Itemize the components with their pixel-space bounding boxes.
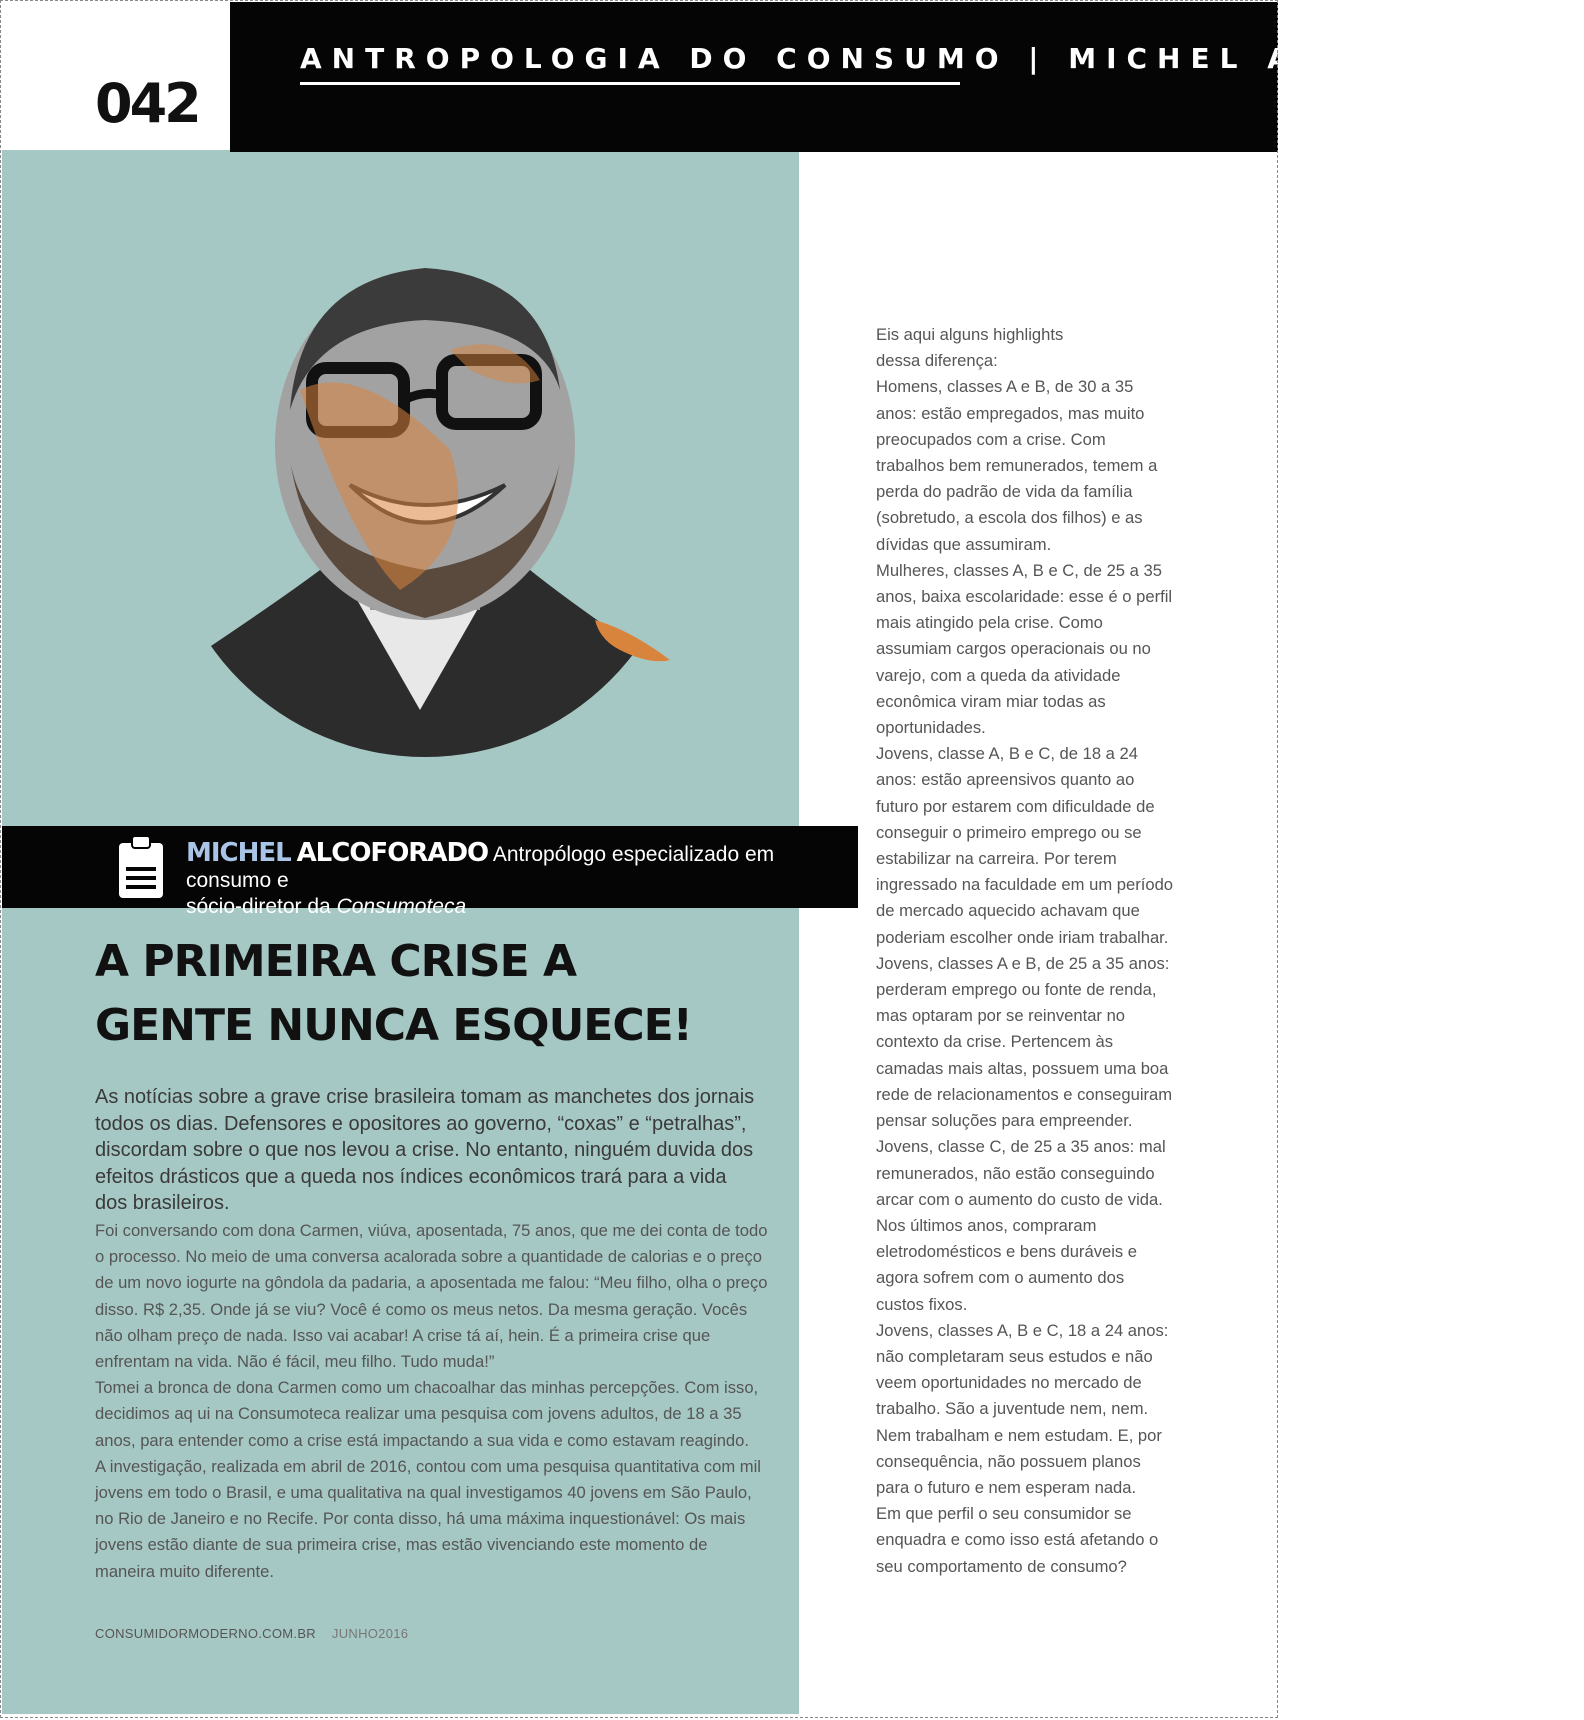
header-bar	[230, 2, 1584, 152]
article-body	[95, 1218, 771, 1585]
author-employer: Consumoteca	[336, 895, 467, 918]
sidebar-closing: Em que perfil o seu consumidor se enquadra e como isso está afetando o seu comportamento de consumo?	[876, 1504, 1159, 1576]
sidebar-intro-line2: dessa diferença:	[876, 351, 998, 371]
footer-date: JUNHO2016	[331, 1626, 409, 1641]
sidebar-item: Jovens, classe A, B e C, de 18 a 24 anos: estão apreensivos quanto ao futuro por estarem com dificuldade de conseguir o primeiro emprego ou se estabilizar na carreira. Por terem ingressado na faculdade em um período de mercado aquecido achavam que poderiam escolher onde iriam trabalhar.	[876, 744, 1174, 947]
page-footer	[95, 1626, 408, 1641]
author-band	[2, 826, 858, 918]
author-byline	[186, 840, 826, 920]
section-title: ANTROPOLOGIA DO CONSUMO | MICHEL ALCOFORADO	[300, 42, 1584, 75]
article-headline: A PRIMEIRA CRISE A GENTE NUNCA ESQUECE!	[95, 936, 692, 1051]
sidebar-intro-line1: Eis aqui alguns highlights	[876, 325, 1064, 344]
sidebar-intro	[876, 322, 1176, 374]
article-paragraph-1: Foi conversando com dona Carmen, viúva, aposentada, 75 anos, que me dei conta de todo o processo. No meio de uma conversa acalorada sobre a quantidade de calorias e o preço de um novo iogurte na gôndola da padaria, a aposentada me falou: “Meu filho, olha o preço disso. R$ 2,35. Onde já se viu? Você é como os meus netos. Da mesma geração. Vocês não olham preço de nada. Isso vai acabar! A crise tá aí, hein. É a primeira crise que enfrentam na vida. Não é fácil, meu filho. Tudo muda!”	[95, 1221, 768, 1372]
sidebar-item: Homens, classes A e B, de 30 a 35 anos: estão empregados, mas muito preocupados com a crise. Com trabalhos bem remunerados, temem a perda do padrão de vida da família (sobretudo, a escola dos filhos) e as dívidas que assumiram.	[876, 377, 1158, 554]
sidebar-highlights	[876, 322, 1176, 1580]
author-bio-line2: sócio-diretor da	[186, 895, 331, 918]
sidebar-item: Mulheres, classes A, B e C, de 25 a 35 anos, baixa escolaridade: esse é o perfil mais atingido pela crise. Como assumiam cargos operacionais ou no varejo, com a queda da atividade econômica viram miar todas as oportunidades.	[876, 560, 1173, 738]
author-first-name: MICHEL	[186, 838, 291, 868]
author-bio-line1: Antropólogo especializado em consumo e	[186, 843, 775, 892]
article-paragraph-3: A investigação, realizada em abril de 2016, contou com uma pesquisa quantitativa com mil jovens em todo o Brasil, e uma qualitativa na qual investigamos 40 jovens em São Paulo, no Rio de Janeiro e no Recife. Por conta disso, há uma máxima inquestionável: Os mais jovens estão diante de sua primeira crise, mas estão vivenciando este momento de maneira muito diferente.	[95, 1456, 761, 1581]
page-number: 042	[95, 72, 199, 135]
footer-site: CONSUMIDORMODERNO.COM.BR	[95, 1626, 316, 1641]
clipboard-icon	[116, 833, 166, 901]
portrait-photo-illustration	[150, 240, 750, 780]
article-paragraph-2: Tomei a bronca de dona Carmen como um chacoalhar das minhas percepções. Com isso, decidimos aq ui na Consumoteca realizar uma pesquisa com jovens adultos, de 18 a 35 anos, para entender como a crise está impactando a sua vida e como estavam reagindo.	[95, 1378, 759, 1450]
author-last-name: ALCOFORADO	[296, 838, 489, 868]
article-lead: As notícias sobre a grave crise brasileira tomam as manchetes dos jornais todos os dias. Defensores e opositores ao governo, “coxas” e “petralhas”, discordam sobre o que nos levou a crise. No entanto, ninguém duvida dos efeitos drásticos que a queda nos índices econômicos trará para a vida dos brasileiros.	[95, 1086, 755, 1214]
header-underline	[300, 82, 960, 85]
author-portrait	[150, 240, 750, 780]
sidebar-item: Jovens, classes A, B e C, 18 a 24 anos: não completaram seus estudos e não veem oportunidades no mercado de trabalho. São a juventude nem, nem. Nem trabalham e nem estudam. E, por consequência, não possuem planos para o futuro e nem esperam nada.	[876, 1320, 1169, 1497]
sidebar-item: Jovens, classes A e B, de 25 a 35 anos: perderam emprego ou fonte de renda, mas optaram por se reinventar no contexto da crise. Pertencem às camadas mais altas, possuem uma boa rede de relacionamentos e conseguiram pensar soluções para empreender.	[876, 953, 1173, 1131]
sidebar-item: Jovens, classe C, de 25 a 35 anos: mal remunerados, não estão conseguindo arcar com o aumento do custo de vida. Nos últimos anos, compraram eletrodomésticos e bens duráveis e agora sofrem com o aumento dos custos fixos.	[876, 1137, 1166, 1314]
